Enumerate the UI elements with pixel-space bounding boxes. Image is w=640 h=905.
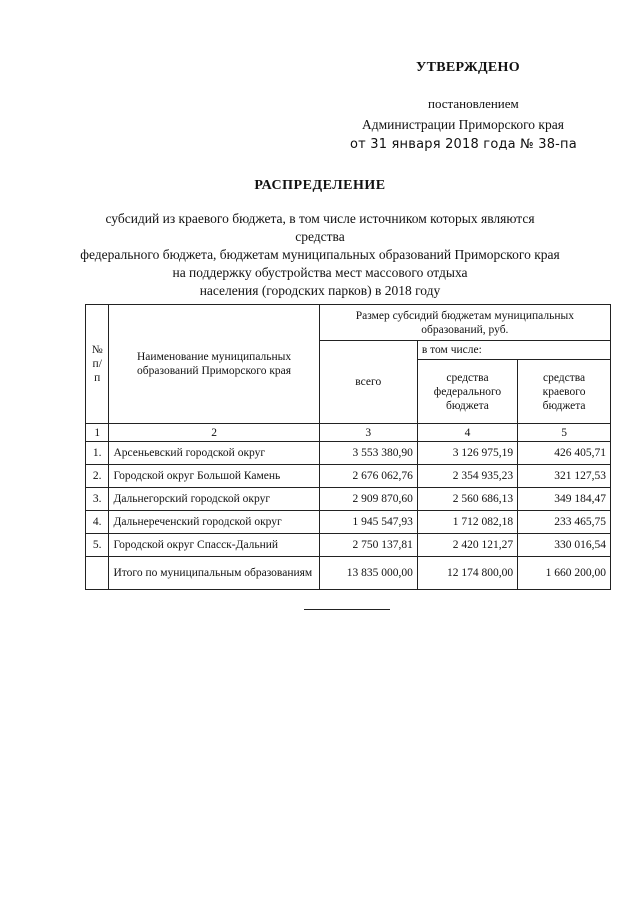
table-row — [86, 465, 611, 488]
subsidy-distribution-table — [85, 304, 611, 590]
end-divider — [304, 609, 390, 610]
subtitle-line: населения (городских парков) в 2018 году — [199, 283, 441, 298]
table-row — [86, 488, 611, 511]
row-number: 1. — [86, 442, 109, 465]
header-subsidy-size: Размер субсидий бюджетам муниципальных образований, руб. — [319, 305, 610, 341]
grand-total-amount: 13 835 000,00 — [319, 557, 417, 590]
column-number: 4 — [417, 424, 517, 442]
column-numbers-row — [86, 424, 611, 442]
federal-amount: 2 420 121,27 — [417, 534, 517, 557]
federal-amount: 2 354 935,23 — [417, 465, 517, 488]
table-row — [86, 442, 611, 465]
regional-amount: 426 405,71 — [518, 442, 611, 465]
federal-amount: 1 712 082,18 — [417, 511, 517, 534]
row-number: 3. — [86, 488, 109, 511]
total-amount: 2 676 062,76 — [319, 465, 417, 488]
regional-amount: 321 127,53 — [518, 465, 611, 488]
header-number: № п/п — [86, 305, 109, 424]
row-number: 4. — [86, 511, 109, 534]
table-row — [86, 534, 611, 557]
column-number: 1 — [86, 424, 109, 442]
column-number: 5 — [518, 424, 611, 442]
grand-federal-amount: 12 174 800,00 — [417, 557, 517, 590]
municipality-name: Дальнегорский городской округ — [109, 488, 319, 511]
administration-label: Администрации Приморского края — [362, 117, 564, 132]
header-regional-funds: средства краевого бюджета — [518, 360, 611, 424]
federal-amount: 3 126 975,19 — [417, 442, 517, 465]
resolution-date-number: от 31 января 2018 года № 38-па — [350, 137, 577, 152]
grand-regional-amount: 1 660 200,00 — [518, 557, 611, 590]
municipality-name: Городской округ Большой Камень — [109, 465, 319, 488]
approved-label: УТВЕРЖДЕНО — [416, 60, 520, 75]
header-including: в том числе: — [417, 341, 610, 360]
subtitle-line: федерального бюджета, бюджетам муниципальных образований Приморского края — [80, 247, 560, 262]
totals-number-cell — [86, 557, 109, 590]
table-row — [86, 511, 611, 534]
municipality-name: Городской округ Спасск-Дальний — [109, 534, 319, 557]
total-amount: 1 945 547,93 — [319, 511, 417, 534]
column-number: 2 — [109, 424, 319, 442]
subtitle-line: субсидий из краевого бюджета, в том числе источником которых являются средства — [105, 211, 535, 244]
subtitle-line: на поддержку обустройства мест массового отдыха — [172, 265, 468, 280]
header-total: всего — [319, 341, 417, 424]
total-amount: 2 909 870,60 — [319, 488, 417, 511]
total-amount: 2 750 137,81 — [319, 534, 417, 557]
totals-row — [86, 557, 611, 590]
header-federal-funds: средства федерального бюджета — [417, 360, 517, 424]
row-number: 2. — [86, 465, 109, 488]
federal-amount: 2 560 686,13 — [417, 488, 517, 511]
regional-amount: 330 016,54 — [518, 534, 611, 557]
header-municipality-name: Наименование муниципальных образований Приморского края — [109, 305, 319, 424]
regional-amount: 233 465,75 — [518, 511, 611, 534]
municipality-name: Арсеньевский городской округ — [109, 442, 319, 465]
total-amount: 3 553 380,90 — [319, 442, 417, 465]
regional-amount: 349 184,47 — [518, 488, 611, 511]
row-number: 5. — [86, 534, 109, 557]
totals-label: Итого по муниципальным образованиям — [109, 557, 319, 590]
document-subtitle — [80, 210, 560, 300]
document-title: РАСПРЕДЕЛЕНИЕ — [254, 178, 386, 193]
municipality-name: Дальнереченский городской округ — [109, 511, 319, 534]
resolution-label: постановлением — [428, 96, 519, 111]
column-number: 3 — [319, 424, 417, 442]
